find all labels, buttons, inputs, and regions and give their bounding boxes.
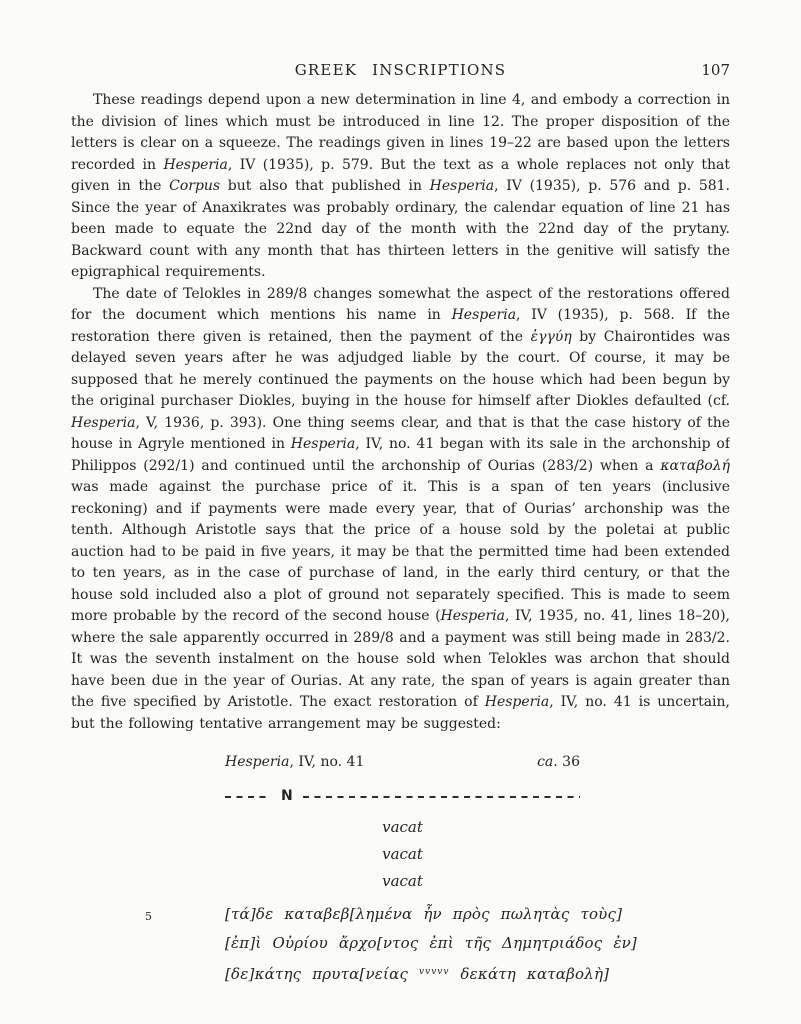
text-run: [ἐπ]ὶ Οὐρίου ἄρχο[ντος ἐπὶ τῆς Δημητριάδος ἐν] (225, 934, 637, 952)
page-header (71, 61, 730, 79)
vacat-label: vacat (382, 845, 423, 863)
italic-text-run: Hesperia (440, 608, 505, 624)
greek-text (225, 934, 637, 952)
inscription-text-line (145, 900, 623, 929)
line-number: 5 (145, 910, 152, 923)
text-run: , V, 1936, p. 393). One thing seems clear, and that is that the case history of the house in Agryle mentioned in (71, 414, 730, 452)
preserved-letter: N (281, 787, 293, 804)
text-run: , IV, no. 41 began with its sale in the archonship of Philippos (292/1) and continued until the archonship of Ourias (283/2) when a (71, 436, 730, 474)
dashed-rule-right (303, 796, 580, 798)
inscription-block (145, 754, 637, 989)
text-run: , IV (1935), p. 579. But the text as a whole replaces not only that given in the (71, 156, 730, 194)
italic-text-run: καταβολή (660, 457, 730, 474)
inscription-text-line (225, 958, 610, 989)
text-run: These readings depend upon a new determination in line 4, and embody a correction in the division of lines which must be introduced in line 12. The proper disposition of the letters is clear on a squeeze. The readings given in lines 19–22 are based upon the letters recorded in (71, 92, 730, 173)
greek-text-lines (145, 900, 637, 989)
greek-text (225, 905, 622, 923)
text-run: by Chairontides was delayed seven years after he was adjudged liable by the court. Of course, it may be supposed that he merely continued the payments on the house which had been begun by the original purchaser Diokles, buying in the house for himself after Diokles defaulted (cf. (71, 328, 730, 409)
body-text (71, 90, 730, 750)
italic-text-run: Hesperia (290, 436, 356, 452)
vacat-label: vacat (382, 818, 423, 836)
text-run: , IV, no. 41 is uncertain, but the following tentative arrangement may be suggested: (71, 694, 730, 732)
italic-text-run: Hesperia (225, 754, 290, 770)
vacat-label: vacat (382, 872, 423, 890)
italic-text-run: Corpus (169, 178, 221, 194)
inscription-letter-count (537, 754, 580, 773)
running-head-title: GREEK INSCRIPTIONS (294, 61, 507, 79)
text-run: [τά]δε καταβεβ[λημένα ἦν πρὸς πωλητὰς τοὺς] (225, 905, 623, 923)
text-run: but also that published in (220, 178, 430, 194)
text-run: , IV (1935), p. 568. If the restoration there given is retained, then the payment of the (71, 307, 730, 345)
dashed-rule-left (225, 796, 271, 798)
inscription-text-line (225, 929, 637, 958)
inscription-source-citation (225, 754, 364, 773)
italic-text-run: Hesperia (163, 156, 228, 173)
text-run: 36 (557, 754, 580, 770)
text-run: , IV (1935), p. 576 and p. 581. Since the year of Anaxikrates was probably ordinary, the calendar equation of line 21 has been made to equate the 22nd day of the month with the 22nd day of the prytany. Backward count with any month that has thirteen letters in the genitive will satisfy the epigraphical requirements. (71, 178, 730, 280)
vacat-marks: vvvvv (419, 967, 450, 977)
italic-text-run: ca. (537, 754, 558, 770)
inscription-heading (225, 754, 580, 773)
italic-text-run: Hesperia (484, 694, 550, 710)
page-number: 107 (701, 61, 730, 79)
italic-text-run: Hesperia (429, 178, 495, 194)
greek-text (225, 965, 609, 983)
text-run: was made against the purchase price of it. This is a span of ten years (inclusive reckoning) and if payments were made every year, that of Ourias’ archonship was the tenth. Although Aristotle says that the price of a house sold by the poletai at public auction had to be paid in five years, it may be that the permitted time had been extended to ten years, as in the case of purchase of land, in the early third century, or that the house sold included also a plot of ground not separately specified. This is made to seem more probable by the record of the second house ( (71, 479, 730, 624)
italic-text-run: Hesperia (71, 414, 136, 431)
paragraph (71, 284, 730, 736)
vacat-lines (225, 814, 580, 895)
text-run: , IV, no. 41 (289, 754, 365, 770)
text-run: , IV, 1935, no. 41, lines 18–20), where the sale apparently occurred in 289/8 and a payment was still being made in 283/2. It was the seventh instalment on the house sold when Telokles was archon that should have been due in the year of Ourias. At any rate, the span of years is again greater than the five specified by Aristotle. The exact restoration of (71, 608, 730, 710)
italic-text-run: Hesperia (451, 307, 517, 323)
text-run: δεκάτη καταβολὴ] (449, 965, 610, 983)
text-run: The date of Telokles in 289/8 changes somewhat the aspect of the restorations offered for the document which mentions his name in (71, 285, 730, 323)
text-run: [δε]κάτης πρυτα[νείας (225, 965, 420, 983)
paragraph (71, 90, 730, 284)
restored-line-rule (225, 789, 580, 804)
italic-text-run: ἐγγύη (530, 328, 572, 345)
